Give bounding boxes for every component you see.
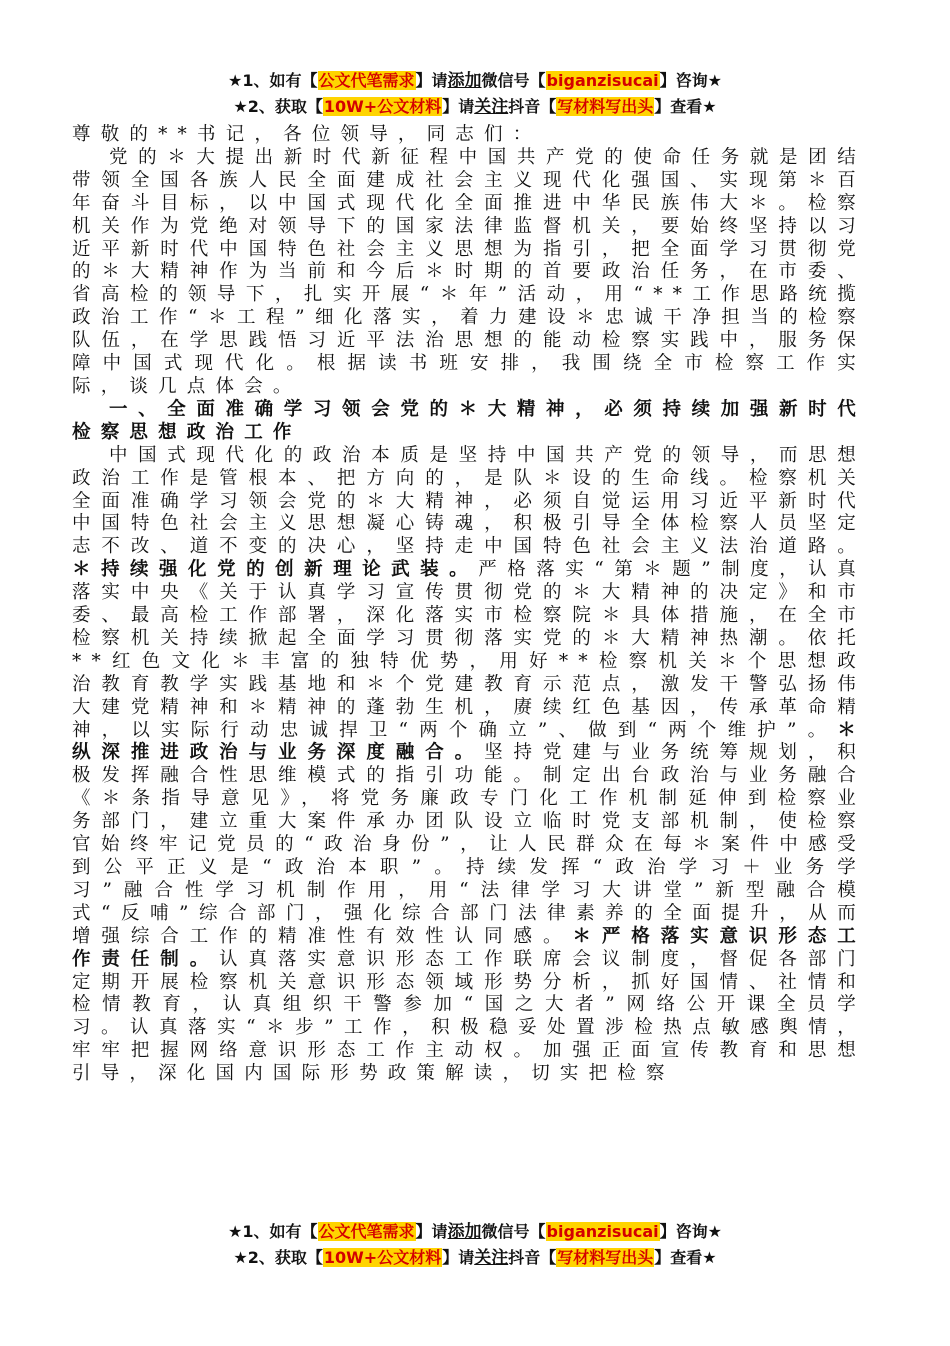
- banner-highlight: 10W+公文材料: [323, 97, 442, 116]
- banner-text: ★1、如有【: [228, 71, 318, 90]
- banner-text: ★1、如有【: [228, 1222, 318, 1241]
- section-paragraph: [72, 445, 866, 1086]
- subpoint-heading: ＊纵深推进政治与业务深度融合。: [72, 719, 866, 764]
- subpoint-heading: ＊严格落实意识形态工作责任制。: [72, 925, 866, 970]
- banner-highlight: 公文代笔需求: [318, 1222, 415, 1241]
- subpoint-heading: ＊持续强化党的创新理论武装。: [72, 559, 479, 581]
- banner-text: 】咨询★: [659, 1222, 722, 1241]
- banner-text: 抖音【: [508, 1248, 557, 1267]
- banner-emphasis: 关注: [474, 97, 509, 117]
- section-heading: 一、全面准确学习领会党的＊大精神，必须持续加强新时代检察思想政治工作: [72, 398, 866, 443]
- banner-emphasis: 关注: [474, 1248, 509, 1268]
- paragraph-text: 坚持党建与业务统筹规划，积极发挥融合性思维模式的指引功能。制定出台政治与业务融合《＊条指导意见》，将党务廉政专门化工作机制延伸到检察业务部门，建立重大案件承办团队设立临时党支部机制，使检察官始终牢记党员的“政治身份”，让人民群众在每＊案件中感受到公平正义是“政治本职”。持续发挥“政治学习＋业务学习”融合性学习机制作用，用“法律学习大讲堂”新型融合模式“反哺”综合部门，强化综合部门法律素养的全面提升，从而增强综合工作的精准性有效性认同感。: [72, 742, 866, 947]
- paragraph-text: 严格落实“第＊题”制度，认真落实中央《关于认真学习宣传贯彻党的＊大精神的决定》和市委、最高检工作部署，深化落实市检察院＊具体措施，在全市检察机关持续掀起全面学习贯彻落实党的＊大精神热潮。依托**红色文化＊丰富的独特优势，用好**检察机关＊个思想政治教育教学实践基地和＊个党建教育示范点，激发干警弘扬伟大建党精神和＊精神的蓬勃生机，赓续红色基因，传承革命精神，以实际行动忠诚捍卫“两个确立”、做到“两个维护”。: [72, 559, 866, 741]
- promo-banner-top-line2: [0, 96, 950, 118]
- banner-wechat-id: biganzisucai: [546, 1222, 659, 1241]
- banner-text: 抖音【: [508, 97, 557, 116]
- banner-text: 】查看★: [654, 97, 717, 116]
- promo-banner-bottom-line2: [0, 1247, 950, 1269]
- banner-text: 】请: [442, 97, 475, 116]
- banner-highlight: 公文代笔需求: [318, 71, 415, 90]
- banner-text: 】请: [442, 1248, 475, 1267]
- banner-douyin-id: 写材料写出头: [557, 1248, 654, 1267]
- promo-banner-bottom-line1: [0, 1221, 950, 1243]
- banner-wechat-id: biganzisucai: [546, 71, 659, 90]
- intro-paragraph: 党的＊大提出新时代新征程中国共产党的使命任务就是团结带领全国各族人民全面建成社会主义现代化强国、实现第＊百年奋斗目标，以中国式现代化全面推进中华民族伟大＊。检察机关作为党绝对领导下的国家法律监督机关，要始终坚持以习近平新时代中国特色社会主义思想为指引，把全面学习贯彻党的＊大精神作为当前和今后＊时期的首要政治任务，在市委、省高检的领导下，扎实开展“＊年”活动，用“**工作思路统揽政治工作“＊工程”细化落实，着力建设＊忠诚干净担当的检察队伍，在学思践悟习近平法治思想的能动检察实践中，服务保障中国式现代化。根据读书班安排，我围绕全市检察工作实际，谈几点体会。: [72, 146, 866, 397]
- banner-emphasis: 添加: [447, 71, 482, 91]
- banner-text: 微信号【: [481, 71, 546, 90]
- banner-text: ★2、获取【: [233, 97, 323, 116]
- paragraph-text: 认真落实意识形态工作联席会议制度，督促各部门定期开展检察机关意识形态领域形势分析，抓好国情、社情和检情教育，认真组织干警参加“国之大者”网络公开课全员学习。认真落实“＊步”工作，积极稳妥处置涉检热点敏感舆情，牢牢把握网络意识形态工作主动权。加强正面宣传教育和思想引导，深化国内国际形势政策解读，切实把检察: [72, 948, 866, 1085]
- banner-emphasis: 添加: [447, 1222, 482, 1242]
- banner-text: 】咨询★: [659, 71, 722, 90]
- salutation: 尊敬的**书记，各位领导，同志们：: [72, 124, 542, 145]
- banner-douyin-id: 写材料写出头: [557, 97, 654, 116]
- paragraph-text: 中国式现代化的政治本质是坚持中国共产党的领导，而思想政治工作是管根本、把方向的，是队＊设的生命线。检察机关全面准确学习领会党的＊大精神，必须自觉运用习近平新时代中国特色社会主义思想凝心铸魂，积极引导全体检察人员坚定志不改、道不变的决心，坚持走中国特色社会主义法治道路。: [72, 444, 866, 558]
- banner-highlight: 10W+公文材料: [323, 1248, 442, 1267]
- promo-banner-top-line1: [0, 70, 950, 92]
- banner-text: 】请: [415, 1222, 448, 1241]
- document-body: [72, 124, 866, 1086]
- banner-text: 】查看★: [654, 1248, 717, 1267]
- banner-text: 微信号【: [481, 1222, 546, 1241]
- banner-text: ★2、获取【: [233, 1248, 323, 1267]
- banner-text: 】请: [415, 71, 448, 90]
